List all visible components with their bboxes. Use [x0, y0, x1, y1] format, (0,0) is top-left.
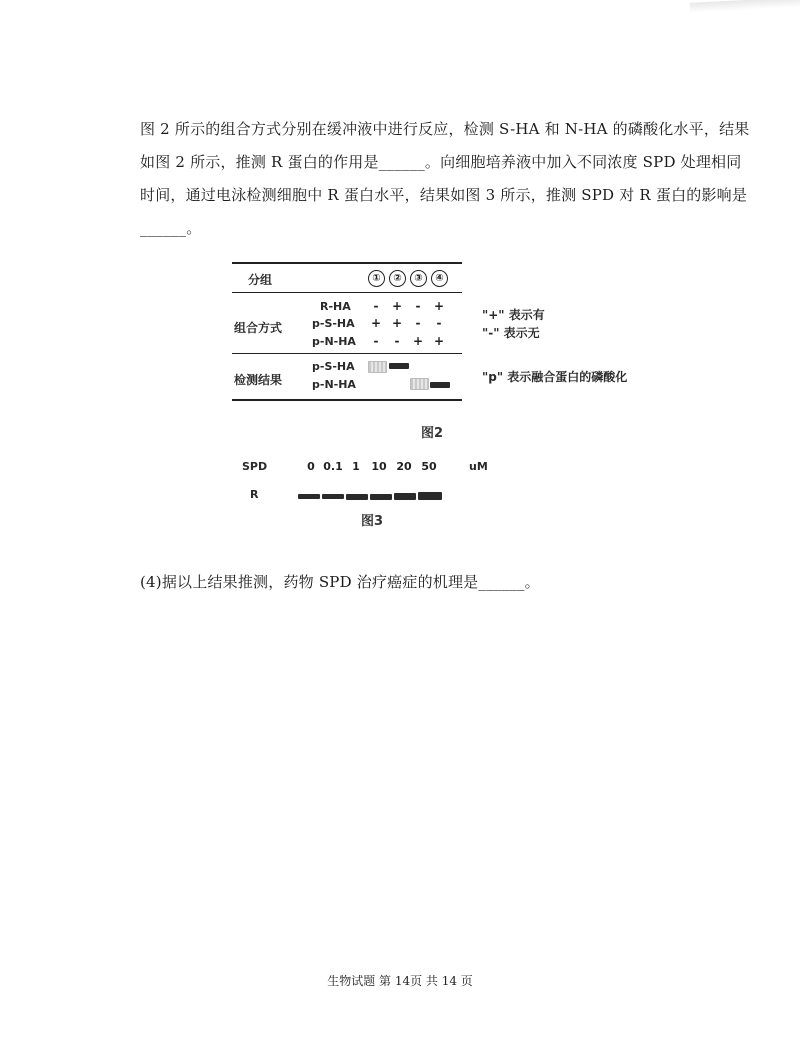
r-band-0-1	[322, 494, 344, 499]
page-edge-shadow	[690, 0, 800, 13]
question-4	[140, 566, 720, 599]
paragraph-line-2: 如图 2 所示，推测 R 蛋白的作用是______。向细胞培养液中加入不同浓度 SPD 处理相同	[140, 153, 742, 171]
band-p-n-ha-group-4	[430, 382, 450, 388]
concentration-unit: uM	[469, 460, 488, 473]
sign-p-s-ha-2: +	[391, 316, 403, 330]
sign-p-n-ha-3: +	[412, 334, 424, 348]
sign-r-ha-4: +	[433, 299, 445, 313]
figure-3	[240, 450, 500, 530]
figure-2	[232, 262, 627, 447]
table-top-rule	[232, 262, 462, 264]
concentration-50: 50	[421, 460, 437, 473]
group-1-marker: ①	[368, 270, 385, 287]
section-rule	[232, 353, 462, 354]
legend-plus: "+" 表示有	[482, 308, 545, 322]
r-band-1	[346, 494, 368, 500]
question-4-text: (4)据以上结果推测，药物 SPD 治疗癌症的机理是______。	[140, 573, 540, 591]
row-label-p-n-ha: p-N-HA	[312, 335, 356, 348]
group-3-marker: ③	[410, 270, 427, 287]
table-bottom-rule	[232, 399, 462, 401]
paragraph-line-4: ______。	[140, 219, 202, 237]
legend-p: "p" 表示融合蛋白的磷酸化	[482, 370, 628, 384]
concentration-0-1: 0.1	[323, 460, 343, 473]
r-band-10	[370, 494, 392, 500]
paragraph-line-3: 时间，通过电泳检测细胞中 R 蛋白水平，结果如图 3 所示，推测 SPD 对 R 蛋白的影响是	[140, 186, 748, 204]
result-row-p-s-ha: p-S-HA	[312, 360, 355, 373]
sign-p-s-ha-3: -	[415, 316, 421, 330]
spd-row-label: SPD	[242, 460, 268, 473]
sign-p-n-ha-2: -	[394, 334, 400, 348]
row-label-r-ha: R-HA	[320, 300, 351, 313]
group-4-marker: ④	[431, 270, 448, 287]
group-2-marker: ②	[389, 270, 406, 287]
page-footer: 生物试题 第 14页 共 14 页	[327, 974, 473, 988]
sign-r-ha-3: -	[415, 299, 421, 313]
sign-p-s-ha-4: -	[436, 316, 442, 330]
concentration-20: 20	[396, 460, 412, 473]
band-p-n-ha-group-3	[410, 378, 429, 390]
combination-label: 组合方式	[234, 321, 283, 335]
header-rule	[232, 292, 462, 293]
r-band-20	[394, 493, 416, 500]
r-band-0	[298, 494, 320, 499]
concentration-10: 10	[371, 460, 387, 473]
sign-p-n-ha-4: +	[433, 334, 445, 348]
figure-2-caption: 图2	[421, 426, 444, 441]
result-row-p-n-ha: p-N-HA	[312, 378, 356, 391]
legend-minus: "-" 表示无	[482, 326, 540, 340]
header-group-label: 分组	[248, 273, 273, 287]
row-label-p-s-ha: p-S-HA	[312, 317, 355, 330]
sign-r-ha-1: -	[373, 299, 379, 313]
figure-3-caption: 图3	[361, 514, 384, 529]
r-row-label: R	[250, 488, 259, 501]
paragraph-line-1: 图 2 所示的组合方式分别在缓冲液中进行反应，检测 S-HA 和 N-HA 的磷酸化水平，结果	[140, 120, 750, 138]
band-p-s-ha-group-2	[389, 363, 409, 369]
r-band-50	[418, 492, 442, 500]
sign-p-s-ha-1: +	[370, 316, 382, 330]
concentration-1: 1	[352, 460, 360, 473]
band-p-s-ha-group-1	[368, 361, 387, 373]
concentration-0: 0	[307, 460, 315, 473]
result-label: 检测结果	[234, 373, 283, 387]
question-paragraph	[140, 113, 750, 245]
sign-r-ha-2: +	[391, 299, 403, 313]
sign-p-n-ha-1: -	[373, 334, 379, 348]
